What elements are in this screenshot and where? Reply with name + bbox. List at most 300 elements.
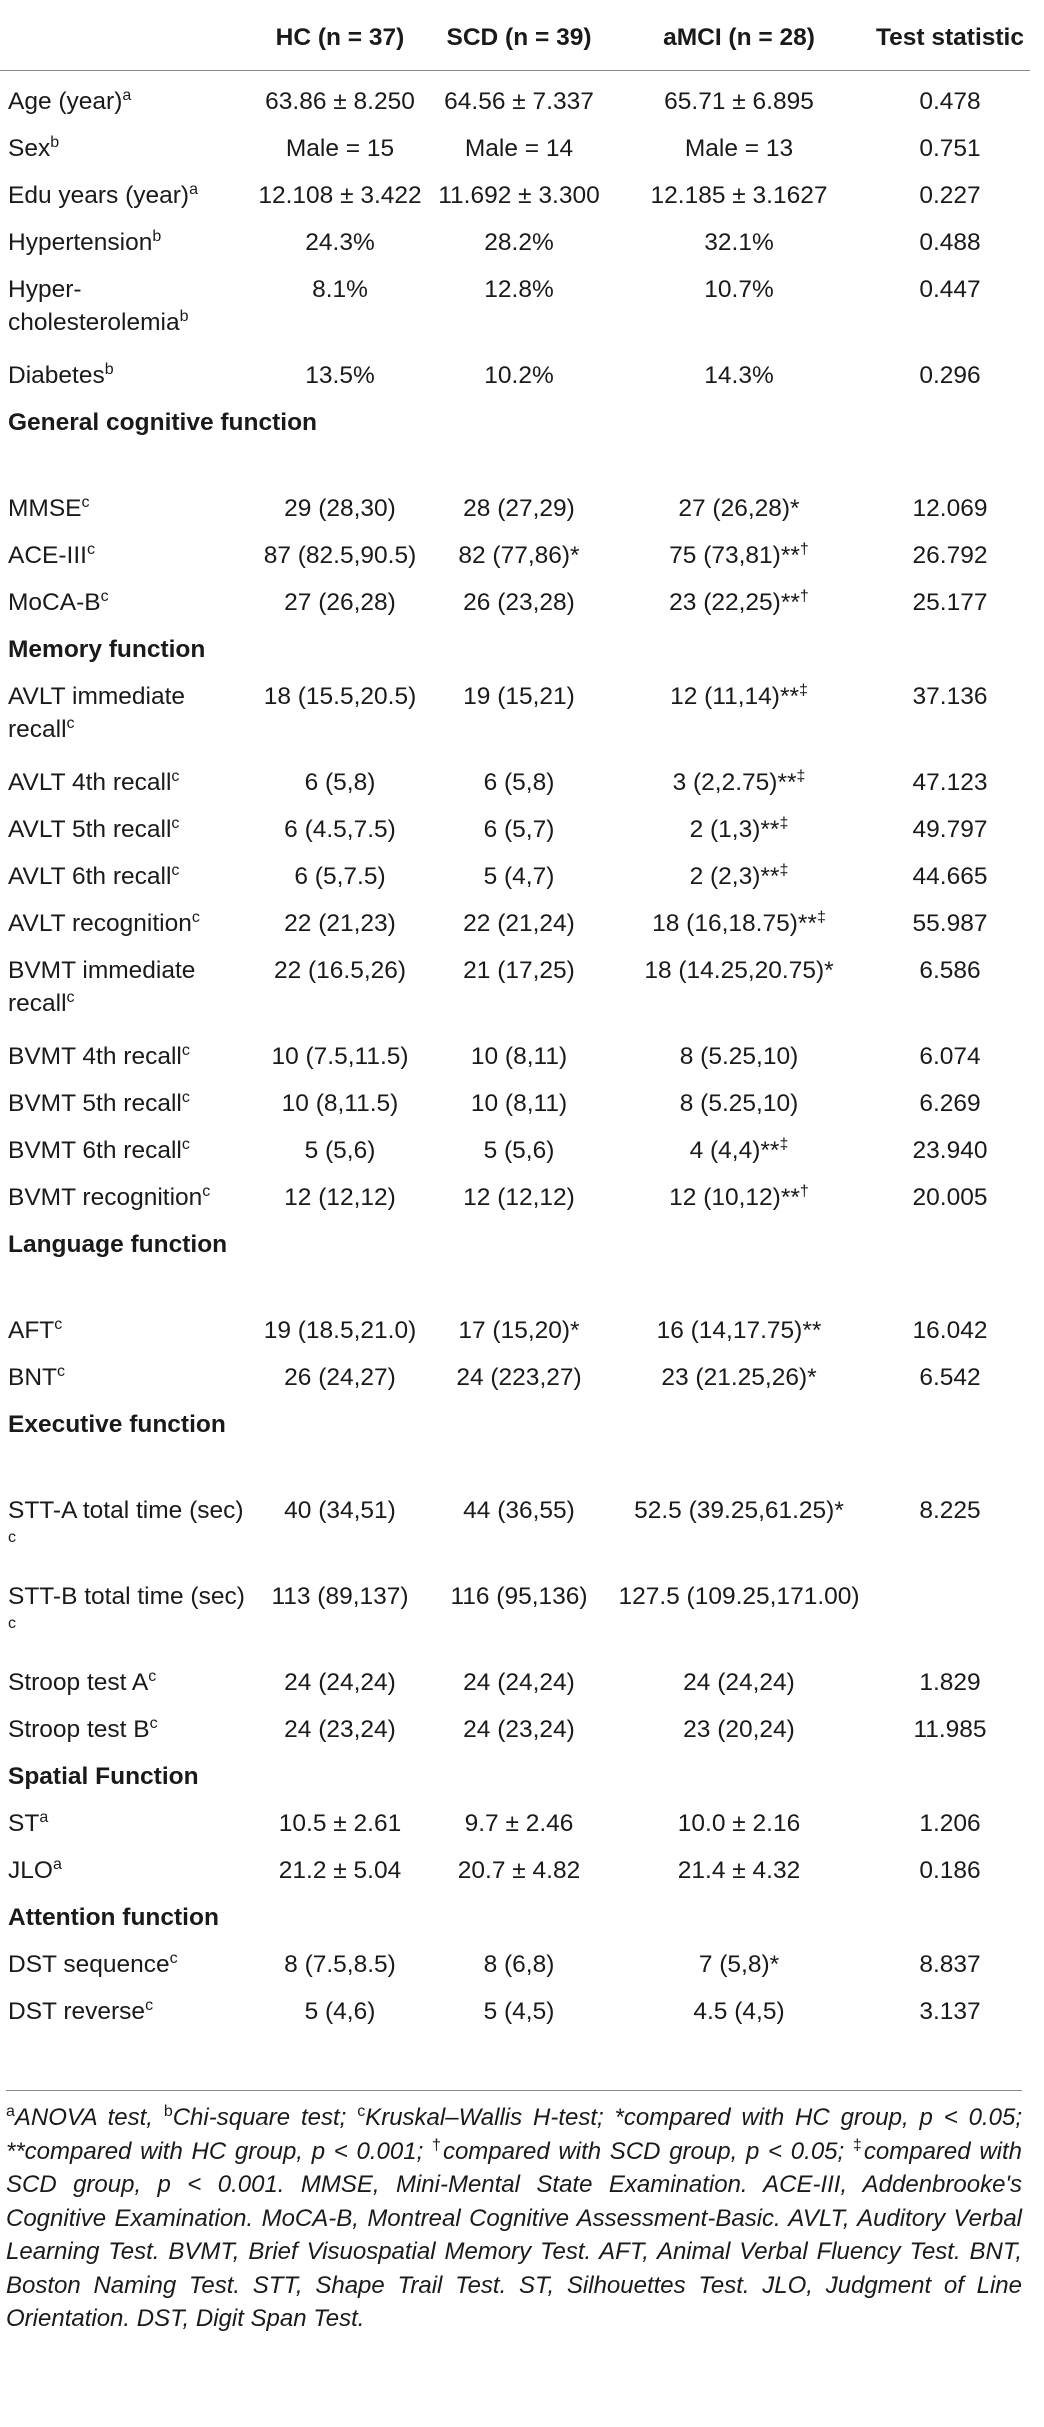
row-label-cell [0, 1181, 250, 1228]
cell-hc: 10.5 ± 2.61 [278, 1810, 402, 1837]
row-label-footnote-mark: a [189, 180, 199, 198]
amci-value: 12.185 ± 3.1627 [650, 182, 828, 209]
row-label-footnote-mark: c [66, 988, 75, 1006]
cell-test-statistic: 49.797 [912, 816, 988, 843]
row-label: AFT [8, 1317, 55, 1344]
cell-test-statistic: 1.206 [919, 1810, 981, 1837]
amci-value: 4.5 (4,5) [693, 1998, 785, 2025]
row-label-footnote-mark: c [191, 908, 200, 926]
cell-scd: 9.7 ± 2.46 [464, 1810, 574, 1837]
row-label-cell [0, 1713, 250, 1760]
cell-scd: 17 (15,20)* [458, 1317, 580, 1344]
cell-amci [608, 1181, 870, 1228]
cell-scd: 24 (23,24) [463, 1716, 575, 1743]
amci-value: 23 (22,25)** [669, 589, 800, 616]
cell-hc: 27 (26,28) [284, 589, 396, 616]
table-row [0, 539, 1030, 586]
amci-value: 8 (5.25,10) [679, 1090, 799, 1117]
cell-amci [608, 766, 870, 813]
row-label: DST reverse [8, 1998, 146, 2025]
row-label: Edu years (year) [8, 182, 190, 209]
cell-hc: 87 (82.5,90.5) [263, 542, 417, 569]
cell-scd: 12.8% [484, 276, 554, 303]
cell-amci [608, 680, 870, 766]
cell-test-statistic: 44.665 [912, 863, 988, 890]
row-label-footnote-mark: c [202, 1182, 211, 1200]
row-label: AVLT 5th recall [8, 816, 172, 843]
cell-scd: 5 (4,7) [483, 863, 555, 890]
table-row [0, 860, 1030, 907]
table-header [0, 0, 1030, 71]
cell-scd: 82 (77,86)* [458, 542, 580, 569]
cell-test-statistic: 8.837 [919, 1951, 981, 1978]
cell-test-statistic: 6.542 [919, 1364, 981, 1391]
table-body [0, 71, 1030, 2051]
row-label: STT-A total time (sec) [8, 1497, 244, 1524]
table-row [0, 1580, 1030, 1666]
amci-value: 18 (14.25,20.75)* [644, 957, 834, 984]
cell-amci [608, 226, 870, 273]
row-label-cell [0, 1995, 250, 2050]
section-row [0, 406, 1030, 492]
table-row [0, 766, 1030, 813]
cell-hc: 18 (15.5,20.5) [263, 683, 417, 710]
amci-significance-mark: ‡ [816, 908, 826, 926]
cell-amci [608, 954, 870, 1040]
cell-scd: 12 (12,12) [463, 1184, 575, 1211]
row-label-footnote-mark: c [100, 587, 109, 605]
cell-test-statistic: 6.269 [919, 1090, 981, 1117]
amci-value: 27 (26,28)* [678, 495, 800, 522]
cell-hc: 10 (7.5,11.5) [271, 1043, 409, 1070]
amci-value: Male = 13 [684, 135, 794, 162]
row-label-cell [0, 586, 250, 633]
cell-test-statistic: 16.042 [912, 1317, 988, 1344]
footnote-ddagger-mark: ‡ [852, 2136, 864, 2154]
row-label-cell [0, 539, 250, 586]
row-label-footnote-mark: c [171, 767, 180, 785]
row-label: AVLT 4th recall [8, 769, 172, 796]
cell-amci [608, 1995, 870, 2050]
table-row [0, 1361, 1030, 1408]
row-label: ACE-III [8, 542, 87, 569]
row-label-cell [0, 860, 250, 907]
amci-value: 12 (10,12)** [669, 1184, 800, 1211]
cell-hc: 12 (12,12) [284, 1184, 396, 1211]
cell-amci [608, 132, 870, 179]
row-label: Stroop test A [8, 1669, 149, 1696]
cell-hc: 24 (24,24) [284, 1669, 396, 1696]
cell-scd: 20.7 ± 4.82 [457, 1857, 581, 1884]
cell-test-statistic: 8.225 [919, 1497, 981, 1524]
header-row [0, 0, 1030, 71]
row-label: Age (year) [8, 88, 123, 115]
cell-amci [608, 907, 870, 954]
amci-significance-mark: ‡ [779, 861, 789, 879]
cell-hc: Male = 15 [285, 135, 395, 162]
amci-significance-mark: ‡ [799, 681, 808, 699]
row-label-cell [0, 907, 250, 954]
row-label-cell [0, 1666, 250, 1713]
row-label-cell [0, 1087, 250, 1134]
amci-significance-mark: ‡ [779, 1135, 789, 1153]
section-heading: Language function [8, 1231, 228, 1258]
header-hc: HC (n = 37) [250, 0, 430, 71]
cell-amci [608, 1666, 870, 1713]
table-row [0, 1807, 1030, 1854]
row-label-cell [0, 1134, 250, 1181]
cell-amci [608, 1087, 870, 1134]
cell-test-statistic: 6.586 [919, 957, 981, 984]
row-label: BVMT 4th recall [8, 1043, 182, 1070]
row-label: BVMT 6th recall [8, 1137, 182, 1164]
cell-amci [608, 1134, 870, 1181]
footnote-ddagger-text: compared with SCD group, p < 0.001. MMSE, Mini-Mental State Examination. ACE-III, Addenbrooke's Cognitive Examination. MoCA-B, Montreal Cognitive Assessment-Basic. AVLT, Auditory Verbal Learning Test. BVMT, Brief Visuospatial Memory Test. AFT, Animal Verbal Fluency Test. BNT, Boston Naming Test. STT, Shape Trail Test. ST, Silhouettes Test. JLO, Judgment of Line Orientation. DST, Digit Span Test. [6, 2137, 1023, 2332]
row-label-footnote-mark: c [86, 540, 95, 558]
section-row [0, 1228, 1030, 1314]
row-label-footnote-mark: b [152, 227, 162, 245]
cell-hc: 26 (24,27) [284, 1364, 396, 1391]
cell-test-statistic: 0.488 [919, 229, 981, 256]
row-label: AVLT recognition [8, 910, 192, 937]
cell-amci [608, 1314, 870, 1361]
row-label-cell [0, 132, 250, 179]
cell-test-statistic: 47.123 [912, 769, 988, 796]
row-label-footnote-mark: c [8, 1528, 16, 1546]
amci-value: 16 (14,17.75)** [656, 1317, 822, 1344]
row-label-footnote-mark: c [181, 1088, 190, 1106]
table-row [0, 71, 1030, 133]
table-row [0, 226, 1030, 273]
cell-hc: 40 (34,51) [284, 1497, 396, 1524]
section-row [0, 633, 1030, 680]
row-label-footnote-mark: b [179, 307, 189, 325]
row-label: BNT [8, 1364, 57, 1391]
cell-amci [608, 492, 870, 539]
cell-scd: 64.56 ± 7.337 [444, 88, 594, 115]
row-label-cell [0, 1040, 250, 1087]
header-amci: aMCI (n = 28) [608, 0, 870, 71]
cell-test-statistic: 11.985 [913, 1716, 987, 1743]
cell-hc: 5 (5,6) [304, 1137, 376, 1164]
footnote-dagger-mark: † [431, 2136, 443, 2154]
cell-test-statistic: 23.940 [912, 1137, 988, 1164]
cell-test-statistic: 25.177 [912, 589, 988, 616]
table-row [0, 907, 1030, 954]
row-label: Sex [8, 135, 51, 162]
cell-test-statistic: 3.137 [919, 1998, 981, 2025]
row-label: Hyper-cholesterolemia [8, 276, 180, 336]
cell-hc: 29 (28,30) [284, 495, 396, 522]
row-label: BVMT 5th recall [8, 1090, 182, 1117]
cell-hc: 8.1% [312, 276, 368, 303]
cell-amci [608, 273, 870, 359]
row-label-cell [0, 680, 250, 766]
cell-test-statistic: 12.069 [912, 495, 988, 522]
amci-significance-mark: ‡ [779, 814, 789, 832]
section-heading: Memory function [8, 636, 206, 663]
cell-hc: 6 (5,8) [304, 769, 376, 796]
table-row [0, 359, 1030, 406]
footnote-b-text: Chi-square test; [172, 2104, 358, 2131]
cell-scd: 26 (23,28) [463, 589, 575, 616]
row-label: Stroop test B [8, 1716, 150, 1743]
amci-significance-mark: † [799, 540, 809, 558]
table-row [0, 813, 1030, 860]
row-label-footnote-mark: c [171, 861, 180, 879]
amci-value: 52.5 (39.25,61.25)* [634, 1497, 844, 1524]
table-row [0, 1995, 1030, 2050]
cell-hc: 113 (89,137) [271, 1583, 409, 1610]
cell-test-statistic: 37.136 [912, 683, 988, 710]
footnote-b-mark: b [163, 2103, 173, 2120]
row-label-footnote-mark: c [169, 1949, 178, 1967]
cell-scd: 28 (27,29) [463, 495, 575, 522]
amci-value: 21.4 ± 4.32 [677, 1857, 801, 1884]
section-heading: General cognitive function [8, 409, 318, 436]
row-label-cell [0, 1580, 250, 1666]
row-label-cell [0, 179, 250, 226]
row-label-footnote-mark: c [149, 1714, 158, 1732]
row-label-footnote-mark: c [181, 1041, 190, 1059]
cell-hc: 10 (8,11.5) [281, 1090, 399, 1117]
footnote-a-text: ANOVA test, [14, 2104, 164, 2131]
cell-amci [608, 1854, 870, 1901]
row-label: BVMT recognition [8, 1184, 203, 1211]
header-test-statistic: Test statistic [870, 0, 1030, 71]
amci-value: 2 (2,3)** [689, 863, 780, 890]
table-row [0, 1948, 1030, 1995]
row-label-cell [0, 273, 250, 359]
header-scd: SCD (n = 39) [430, 0, 608, 71]
row-label-footnote-mark: a [39, 1808, 49, 1826]
cell-test-statistic: 55.987 [912, 910, 988, 937]
cell-scd: 22 (21,24) [463, 910, 575, 937]
row-label: STT-B total time (sec) [8, 1583, 245, 1610]
footnote-c-text: Kruskal–Wallis H-test; *compared with HC group, p < 0.05; **compared with HC group, p < 0.001; [6, 2104, 1022, 2165]
table-row [0, 179, 1030, 226]
row-label-cell [0, 813, 250, 860]
table-row [0, 586, 1030, 633]
table-row [0, 1666, 1030, 1713]
cell-hc: 8 (7.5,8.5) [284, 1951, 396, 1978]
table-row [0, 1713, 1030, 1760]
row-label-cell [0, 1361, 250, 1408]
amci-value: 10.0 ± 2.16 [677, 1810, 801, 1837]
table-row [0, 1040, 1030, 1087]
cell-scd: 10 (8,11) [470, 1090, 568, 1117]
amci-value: 14.3% [704, 362, 774, 389]
cell-scd: 6 (5,8) [483, 769, 555, 796]
cell-amci [608, 860, 870, 907]
amci-value: 12 (11,14)** [670, 683, 800, 710]
row-label: ST [8, 1810, 40, 1837]
amci-value: 4 (4,4)** [689, 1137, 780, 1164]
row-label-footnote-mark: c [181, 1135, 190, 1153]
cell-test-statistic: 6.074 [919, 1043, 981, 1070]
row-label-footnote-mark: c [145, 1996, 154, 2014]
row-label-cell [0, 359, 250, 406]
amci-value: 23 (21.25,26)* [661, 1364, 817, 1391]
cell-hc: 24 (23,24) [284, 1716, 396, 1743]
cell-amci [608, 1713, 870, 1760]
table-row [0, 954, 1030, 1040]
amci-value: 3 (2,2.75)** [672, 769, 797, 796]
cell-amci [608, 1361, 870, 1408]
table-row [0, 132, 1030, 179]
row-label-footnote-mark: c [57, 1362, 65, 1380]
cell-scd: 8 (6,8) [483, 1951, 555, 1978]
cell-test-statistic: 0.447 [919, 276, 981, 303]
cell-hc: 22 (16.5,26) [273, 957, 407, 984]
amci-significance-mark: † [799, 1182, 809, 1200]
cell-scd: 6 (5,7) [483, 816, 555, 843]
row-label-footnote-mark: a [52, 1855, 62, 1873]
cell-amci [608, 586, 870, 633]
table-row [0, 1087, 1030, 1134]
table-row [0, 1134, 1030, 1181]
section-heading: Attention function [8, 1904, 219, 1931]
table-row [0, 1854, 1030, 1901]
cell-test-statistic: 0.186 [919, 1857, 981, 1884]
amci-significance-mark: † [799, 587, 809, 605]
row-label: Diabetes [8, 362, 105, 389]
cell-scd: 44 (36,55) [463, 1497, 575, 1524]
table-row [0, 1181, 1030, 1228]
cell-scd: 10 (8,11) [470, 1043, 568, 1070]
row-label-cell [0, 1314, 250, 1361]
row-label-footnote-mark: b [104, 360, 114, 378]
row-label-cell [0, 766, 250, 813]
amci-value: 8 (5.25,10) [679, 1043, 799, 1070]
cell-scd: 28.2% [484, 229, 554, 256]
cell-amci [608, 1948, 870, 1995]
row-label-cell [0, 1494, 250, 1580]
cell-hc: 6 (4.5,7.5) [284, 816, 396, 843]
cell-scd: 24 (24,24) [463, 1669, 575, 1696]
cell-test-statistic: 0.227 [919, 182, 981, 209]
row-label: MMSE [8, 495, 82, 522]
cell-amci [608, 71, 870, 133]
cell-amci [608, 1807, 870, 1854]
amci-value: 23 (20,24) [683, 1716, 795, 1743]
table-row [0, 1314, 1030, 1361]
cell-amci [608, 179, 870, 226]
amci-value: 127.5 (109.25,171.00) [618, 1583, 860, 1610]
cell-scd: 5 (4,5) [483, 1998, 555, 2025]
cell-hc: 63.86 ± 8.250 [265, 88, 415, 115]
cell-amci [608, 359, 870, 406]
footnote-dagger-text: compared with SCD group, p < 0.05; [442, 2137, 853, 2165]
cell-amci [608, 1040, 870, 1087]
row-label-cell [0, 1807, 250, 1854]
table-row [0, 680, 1030, 766]
cell-amci [608, 539, 870, 586]
amci-value: 32.1% [704, 229, 774, 256]
cell-hc: 24.3% [305, 229, 375, 256]
footnote-c-mark: c [357, 2103, 366, 2120]
section-heading: Executive function [8, 1411, 226, 1438]
row-label: BVMT immediate recall [8, 957, 196, 1017]
row-label: AVLT 6th recall [8, 863, 172, 890]
cell-scd: 11.692 ± 3.300 [438, 182, 600, 209]
row-label-cell [0, 226, 250, 273]
row-label: Hypertension [8, 229, 153, 256]
amci-significance-mark: ‡ [796, 767, 806, 785]
cell-scd: 24 (223,27) [456, 1364, 582, 1391]
cell-hc: 22 (21,23) [284, 910, 396, 937]
amci-value: 10.7% [704, 276, 774, 303]
cell-test-statistic: 20.005 [912, 1184, 988, 1211]
cell-hc: 5 (4,6) [304, 1998, 376, 2025]
cell-test-statistic: 0.751 [919, 135, 981, 162]
row-label-cell [0, 492, 250, 539]
cell-amci [608, 1580, 870, 1666]
row-label-footnote-mark: c [66, 714, 75, 732]
cell-amci [608, 1494, 870, 1580]
cell-test-statistic [870, 1580, 1030, 1666]
table-row [0, 1494, 1030, 1580]
row-label-footnote-mark: c [54, 1315, 63, 1333]
amci-value: 18 (16,18.75)** [652, 910, 817, 937]
cell-scd: 5 (5,6) [483, 1137, 555, 1164]
row-label-cell [0, 1948, 250, 1995]
table-row [0, 492, 1030, 539]
row-label-cell [0, 1854, 250, 1901]
row-label-footnote-mark: c [81, 493, 90, 511]
amci-value: 65.71 ± 6.895 [664, 88, 814, 115]
section-heading: Spatial Function [8, 1763, 199, 1790]
header-blank [0, 0, 250, 71]
row-label-cell [0, 71, 250, 133]
cell-test-statistic: 26.792 [912, 542, 988, 569]
footnote-a-mark: a [6, 2103, 15, 2120]
section-row [0, 1760, 1030, 1807]
row-label-footnote-mark: c [148, 1667, 157, 1685]
row-label-footnote-mark: c [171, 814, 180, 832]
cell-hc: 6 (5,7.5) [294, 863, 386, 890]
amci-value: 7 (5,8)* [698, 1951, 780, 1978]
cell-hc: 19 (18.5,21.0) [263, 1317, 417, 1344]
row-label-footnote-mark: c [8, 1614, 16, 1632]
table-row [0, 273, 1030, 359]
table-footnote [6, 2090, 1022, 2336]
cell-scd: 116 (95,136) [450, 1583, 588, 1610]
cell-hc: 12.108 ± 3.422 [258, 182, 422, 209]
amci-value: 75 (73,81)** [669, 542, 800, 569]
row-label: AVLT immediate recall [8, 683, 186, 743]
amci-value: 24 (24,24) [683, 1669, 795, 1696]
cell-scd: 21 (17,25) [463, 957, 575, 984]
cell-test-statistic: 0.478 [919, 88, 981, 115]
amci-value: 2 (1,3)** [689, 816, 780, 843]
row-label-cell [0, 954, 250, 1040]
cell-test-statistic: 1.829 [919, 1669, 981, 1696]
cell-scd: 19 (15,21) [463, 683, 575, 710]
cell-scd: 10.2% [484, 362, 554, 389]
row-label: DST sequence [8, 1951, 170, 1978]
section-row [0, 1408, 1030, 1494]
row-label-footnote-mark: a [122, 86, 132, 104]
cell-amci [608, 813, 870, 860]
cell-test-statistic: 0.296 [919, 362, 981, 389]
row-label-footnote-mark: b [50, 133, 60, 151]
cell-hc: 21.2 ± 5.04 [278, 1857, 402, 1884]
row-label: MoCA-B [8, 589, 101, 616]
row-label: JLO [8, 1857, 53, 1884]
section-row [0, 1901, 1030, 1948]
cell-hc: 13.5% [305, 362, 375, 389]
